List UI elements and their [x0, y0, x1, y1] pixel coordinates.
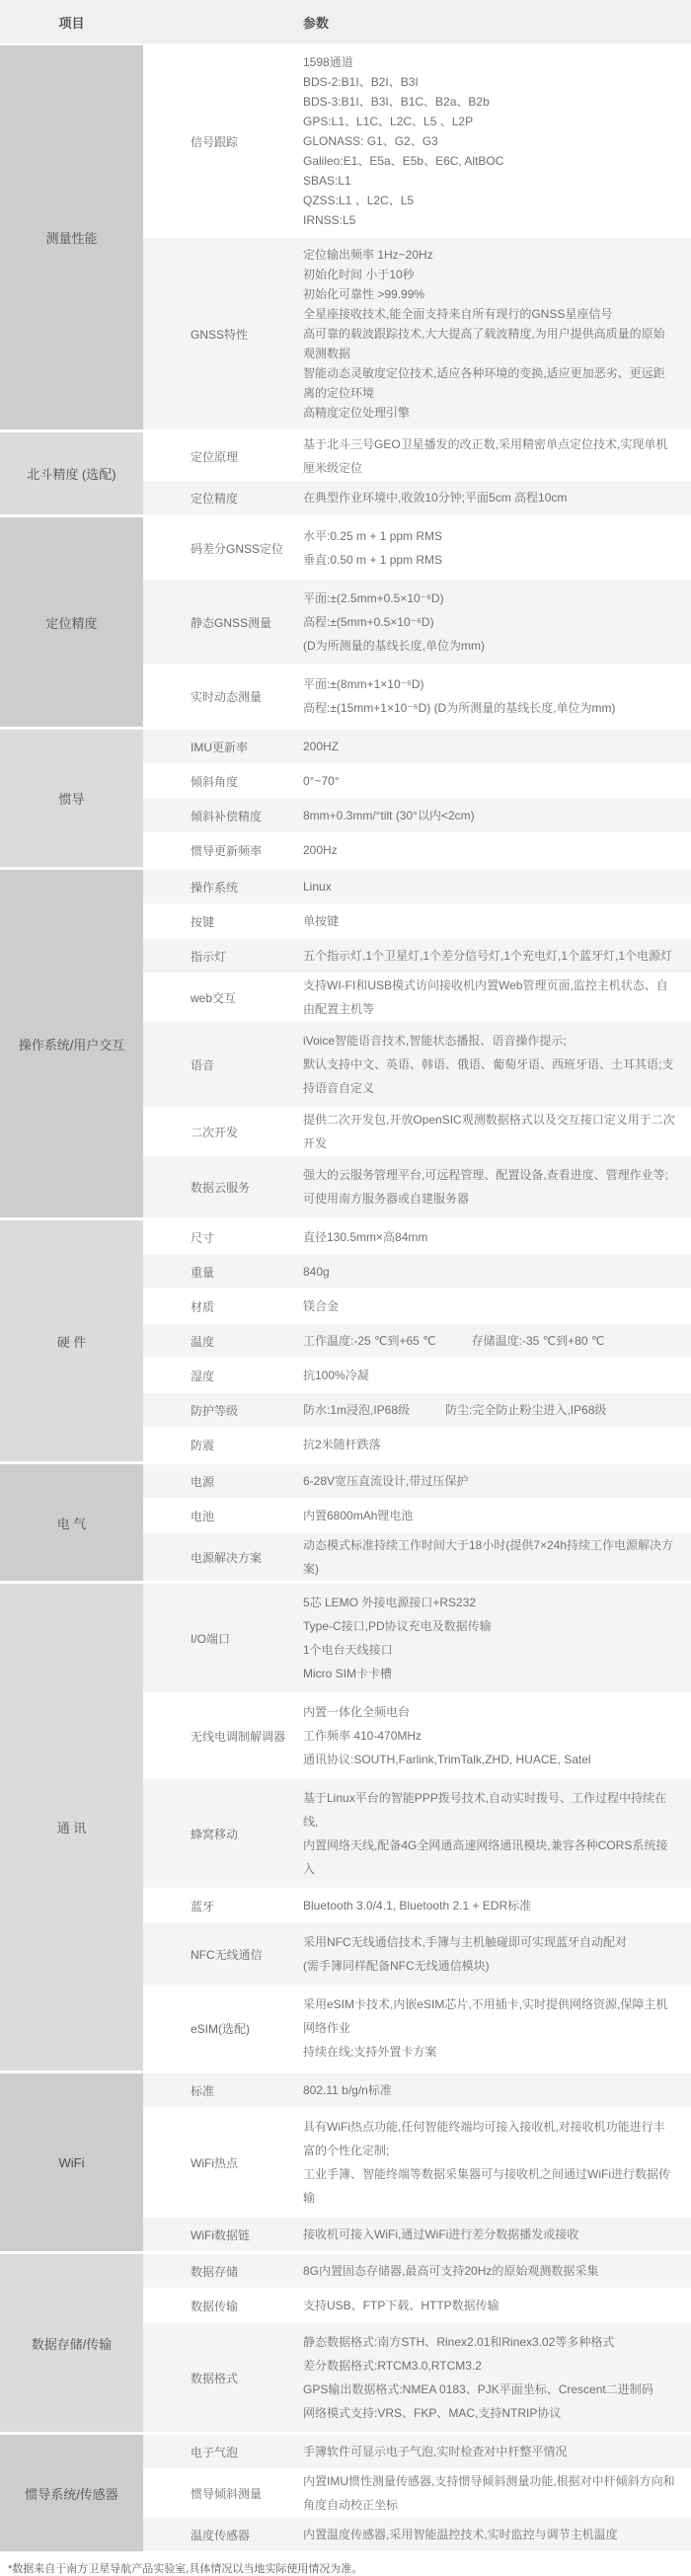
spec-label: 防护等级: [191, 1403, 239, 1418]
spec-value-line: 基于北斗三号GEO卫星播发的改正数,采用精密单点定位技术,实现单机厘米级定位: [303, 437, 668, 475]
spec-label: NFC无线通信: [191, 1947, 263, 1962]
spec-value-line: 动态模式标准持续工作时间大于18小时(提供7×24h持续工作电源解决方案): [303, 1538, 674, 1576]
category-cell: 硬 件: [0, 1220, 143, 1461]
table-row: [143, 1427, 691, 1461]
category-cell: 北斗精度 (选配): [0, 432, 143, 514]
spec-value-line: 高精度定位处理引擎: [303, 406, 411, 420]
table-row: [143, 1464, 691, 1498]
spec-value-line: 提供二次开发包,开放OpenSIC观测数据格式以及交互接口定义用于二次开发: [303, 1113, 675, 1150]
section-rows: [143, 1220, 691, 1461]
section-rows: [143, 2073, 691, 2251]
spec-value-line: 支持WI-FI和USB模式访问接收机内置Web管理页面,监控主机状态、自由配置主机等: [303, 978, 668, 1016]
spec-value: [303, 974, 691, 1021]
spec-value-line: Bluetooth 3.0/4.1, Bluetooth 2.1 + EDR标准: [303, 1899, 532, 1912]
spec-value-line: QZSS:L1 、L2C、L5: [303, 194, 415, 207]
spec-value-line: 5芯 LEMO 外接电源接口+RS232: [303, 1596, 477, 1609]
spec-value-line: GPS输出数据格式:NMEA 0183、PJK平面坐标、Crescent二进制码: [303, 2382, 653, 2396]
table-row: [143, 2435, 691, 2468]
spec-label: 湿度: [191, 1368, 215, 1383]
spec-value-line: (D为所测量的基线长度,单位为mm): [303, 639, 485, 653]
section: [0, 2251, 691, 2432]
spec-value-line: (需手簿同样配备NFC无线通信模块): [303, 1959, 490, 1973]
spec-value: [303, 875, 691, 898]
spec-value-line: 五个指示灯,1个卫星灯,1个差分信号灯,1个充电灯,1个蓝牙灯,1个电源灯: [303, 949, 673, 963]
spec-value-line: 在典型作业环境中,收敛10分钟;平面5cm 高程10cm: [303, 491, 568, 505]
spec-label: 定位原理: [191, 449, 239, 464]
table-row: [143, 517, 691, 579]
spec-value-line: 高程:±(5mm+0.5×10⁻⁶D): [303, 615, 434, 629]
table-row: [143, 1985, 691, 2070]
spec-value: [303, 1894, 691, 1917]
table-row: [143, 1288, 691, 1323]
spec-value: [303, 1779, 691, 1888]
spec-label: 尺寸: [191, 1230, 215, 1245]
table-row: [143, 664, 691, 727]
section-rows: [143, 432, 691, 514]
spec-value: [303, 1260, 691, 1284]
spec-label: 指示灯: [191, 949, 227, 964]
spec-value-line: 抗2米随杆跌落: [303, 1438, 381, 1451]
table-row: [143, 2254, 691, 2288]
spec-value-line: 基于Linux平台的智能PPP拨号技术,自动实时拨号、工作过程中持续在线,: [303, 1791, 667, 1829]
spec-value: [303, 1533, 691, 1581]
table-row: [143, 1498, 691, 1532]
spec-value: [303, 804, 691, 827]
spec-value-line: 强大的云服务管理平台,可远程管理、配置设备,查看进度、管理作业等;: [303, 1168, 669, 1182]
spec-value: [303, 486, 691, 509]
spec-value-line: 支持USB、FTP下载、HTTP数据传输: [303, 2299, 499, 2312]
spec-value: [303, 2108, 691, 2217]
spec-label: 温度传感器: [191, 2528, 251, 2542]
column-header-param: 参数: [303, 15, 330, 31]
spec-value: [303, 1108, 691, 1155]
spec-label: eSIM(选配): [191, 2021, 251, 2036]
section-rows: [143, 2435, 691, 2551]
spec-value-line: 工业手簿、智能终端等数据采集器可与接收机之间通过WiFi进行数据传输: [303, 2167, 670, 2205]
section: [0, 1461, 691, 1581]
spec-label: 数据云服务: [191, 1180, 251, 1195]
spec-value: [303, 1504, 691, 1527]
spec-value: [303, 1693, 691, 1778]
category-cell: 电 气: [0, 1464, 143, 1581]
spec-label: 按键: [191, 914, 215, 929]
table-row: [143, 2107, 691, 2217]
table-row: [143, 579, 691, 664]
table-row: [143, 2468, 691, 2517]
spec-value: [303, 2259, 691, 2283]
table-header-row: [0, 0, 691, 45]
spec-label: 防震: [191, 1438, 215, 1452]
spec-value: [303, 2440, 691, 2463]
spec-value-line: Micro SIM卡卡槽: [303, 1667, 393, 1680]
spec-label: 码差分GNSS定位: [191, 541, 284, 556]
table-row: [143, 1107, 691, 1155]
spec-value-line: 接收机可接入WiFi,通过WiFi进行差分数据播发或接收: [303, 2227, 579, 2241]
spec-value-line: 可使用南方服务器或自建服务器: [303, 1192, 470, 1206]
spec-label: 二次开发: [191, 1125, 239, 1139]
spec-label: 数据传输: [191, 2299, 239, 2313]
table-row: [143, 2073, 691, 2107]
table-row: [143, 2517, 691, 2551]
category-cell: 惯导系统/传感器: [0, 2435, 143, 2551]
spec-label: 实时动态测量: [191, 689, 263, 704]
table-row: [143, 1922, 691, 1985]
spec-value-line: 平面:±(2.5mm+0.5×10⁻⁶D): [303, 591, 444, 605]
spec-value: [303, 517, 691, 579]
section: [0, 1581, 691, 2070]
spec-value-line: 静态数据格式:南方STH、Rinex2.01和Rinex3.02等多种格式: [303, 2335, 615, 2349]
spec-label: 电子气泡: [191, 2445, 239, 2459]
spec-value-line: BDS-3:B1I、B3I、B1C、B2a、B2b: [303, 95, 490, 109]
spec-label: 惯导倾斜测量: [191, 2486, 263, 2501]
spec-value: [303, 909, 691, 933]
table-row: [143, 2217, 691, 2251]
spec-value-line: 200Hz: [303, 843, 338, 857]
table-row: [143, 903, 691, 938]
spec-label: 蜂窝移动: [191, 1827, 239, 1841]
spec-value-line: 200HZ: [303, 740, 340, 753]
spec-label: WiFi数据链: [191, 2227, 250, 2242]
table-row: [143, 973, 691, 1021]
spec-value-line: Galileo:E1、E5a、E5b、E6C, AltBOC: [303, 154, 504, 168]
spec-value-line: 通讯协议:SOUTH,Farlink,TrimTalk,ZHD, HUACE, Satel: [303, 1753, 591, 1766]
spec-label: I/O端口: [191, 1631, 231, 1646]
category-cell: 数据存储/传输: [0, 2254, 143, 2432]
spec-value-line: 840g: [303, 1265, 330, 1279]
section-rows: [143, 1464, 691, 1581]
spec-label: 惯导更新频率: [191, 843, 263, 858]
spec-value-line: 网络模式支持:VRS、FKP、MAC,支持NTRIP协议: [303, 2406, 562, 2420]
category-cell: 惯导: [0, 730, 143, 867]
spec-value-line: 镁合金: [303, 1299, 340, 1313]
spec-label: 数据存储: [191, 2264, 239, 2279]
spec-value: [303, 2294, 691, 2317]
spec-label: web交互: [191, 990, 237, 1005]
spec-value: [303, 1294, 691, 1318]
spec-value: [303, 2078, 691, 2102]
spec-value-line: 0°~70°: [303, 774, 340, 788]
spec-value: [303, 1398, 691, 1422]
spec-label: 倾斜补偿精度: [191, 809, 263, 823]
spec-value: [303, 45, 691, 237]
spec-value: [303, 2323, 691, 2432]
spec-value: [303, 1022, 691, 1107]
table-row: [143, 730, 691, 763]
spec-value-line: 智能动态灵敏度定位技术,适应各种环境的变换,适应更加恶劣、更远距离的定位环境: [303, 366, 665, 400]
table-row: [143, 870, 691, 903]
spec-value: [303, 1923, 691, 1985]
spec-value-line: 内置IMU惯性测量传感器,支持惯导倾斜测量功能,根据对中杆倾斜方向和角度自动校正坐标: [303, 2474, 675, 2512]
spec-label: 操作系统: [191, 880, 239, 895]
spec-value-line: 工作温度:-25 ℃到+65 ℃ 存储温度:-35 ℃到+80 ℃: [303, 1334, 605, 1348]
spec-label: IMU更新率: [191, 740, 248, 754]
spec-value-line: 内置一体化全频电台: [303, 1705, 411, 1719]
table-row: [143, 1692, 691, 1778]
category-cell: 测量性能: [0, 45, 143, 429]
spec-label: 倾斜角度: [191, 774, 239, 789]
spec-value-line: 手簿软件可显示电子气泡,实时检查对中杆整平情况: [303, 2445, 568, 2459]
spec-label: 语音: [191, 1057, 215, 1072]
spec-value-line: 水平:0.25 m + 1 ppm RMS: [303, 529, 443, 543]
spec-value: [303, 238, 691, 429]
spec-value-line: 垂直:0.50 m + 1 ppm RMS: [303, 553, 443, 567]
spec-value-line: 高程:±(15mm+1×10⁻⁶D) (D为所测量的基线长度,单位为mm): [303, 701, 616, 715]
section-rows: [143, 730, 691, 867]
spec-value: [303, 1329, 691, 1353]
table-row: [143, 432, 691, 480]
spec-value-line: 内置6800mAh锂电池: [303, 1509, 414, 1522]
spec-value-line: 8mm+0.3mm/°tilt (30°以内<2cm): [303, 809, 475, 822]
spec-label: 无线电调制解调器: [191, 1729, 286, 1744]
spec-value-line: 工作频率 410-470MHz: [303, 1729, 422, 1743]
section: [0, 727, 691, 867]
section: [0, 45, 691, 429]
table-row: [143, 1323, 691, 1358]
spec-value-line: 持续在线;支持外置卡方案: [303, 2045, 437, 2059]
section: [0, 1217, 691, 1461]
table-row: [143, 938, 691, 973]
category-cell: 操作系统/用户交互: [0, 870, 143, 1217]
spec-value-line: 1598通道: [303, 55, 353, 69]
spec-label: 电源解决方案: [191, 1550, 263, 1565]
section-rows: [143, 870, 691, 1217]
spec-value-line: GLONASS: G1、G2、G3: [303, 134, 438, 148]
spec-label: 定位精度: [191, 491, 239, 506]
spec-value-line: 抗100%冷凝: [303, 1368, 369, 1382]
spec-label: 材质: [191, 1299, 215, 1314]
spec-value-line: 全星座接收技术,能全面支持来自所有现行的GNSS星座信号: [303, 307, 613, 321]
table-row: [143, 1021, 691, 1107]
table-row: [143, 1358, 691, 1392]
section-rows: [143, 2254, 691, 2432]
spec-value-line: 内置温度传感器,采用智能温控技术,实时监控与调节主机温度: [303, 2528, 618, 2541]
spec-label: GNSS特性: [191, 327, 249, 342]
column-header-item: 项目: [58, 15, 85, 31]
spec-value-line: 平面:±(8mm+1×10⁻⁶D): [303, 677, 424, 691]
spec-value: [303, 944, 691, 968]
table-row: [143, 1888, 691, 1922]
spec-value-line: 6-28V宽压直流设计,带过压保护: [303, 1474, 469, 1488]
spec-value: [303, 1225, 691, 1249]
table-row: [143, 798, 691, 832]
spec-label: 静态GNSS测量: [191, 615, 272, 630]
section: [0, 429, 691, 514]
spec-label: 电源: [191, 1474, 215, 1489]
spec-value: [303, 2523, 691, 2546]
table-row: [143, 2322, 691, 2432]
spec-value: [303, 838, 691, 862]
spec-value: [303, 1584, 691, 1692]
spec-value-line: iVoice智能语音技术,智能状态播报、语音操作提示;: [303, 1034, 567, 1048]
spec-value-line: 采用NFC无线通信技术,手簿与主机触碰即可实现蓝牙自动配对: [303, 1935, 627, 1949]
spec-label: 数据格式: [191, 2371, 239, 2385]
category-cell: WiFi: [0, 2073, 143, 2251]
table-row: [143, 832, 691, 867]
spec-value: [303, 769, 691, 793]
section: [0, 514, 691, 727]
spec-value-line: 直径130.5mm×高84mm: [303, 1230, 428, 1244]
table-row: [143, 45, 691, 237]
spec-value-line: IRNSS:L5: [303, 213, 356, 227]
spec-value-line: GPS:L1、L1C、L2C、L5 、L2P: [303, 115, 474, 128]
table-row: [143, 480, 691, 514]
spec-value-line: 8G内置固态存储器,最高可支持20Hz的原始观测数据采集: [303, 2264, 599, 2278]
spec-label: 信号跟踪: [191, 134, 239, 149]
spec-value: [303, 735, 691, 758]
table-row: [143, 1155, 691, 1217]
spec-value-line: Linux: [303, 880, 332, 894]
spec-value-line: 定位输出频率 1Hz~20Hz: [303, 248, 433, 262]
spec-value-line: 默认支持中文、英语、韩语、俄语、葡萄牙语、西班牙语、土耳其语;支持语音自定义: [303, 1057, 674, 1095]
section: [0, 2432, 691, 2551]
spec-value: [303, 432, 691, 480]
spec-value: [303, 1433, 691, 1456]
spec-label: WiFi热点: [191, 2155, 238, 2170]
footnote: *数据来自于南方卫星导航产品实验室,具体情况以当地实际使用情况为准。: [8, 2563, 363, 2575]
spec-value: [303, 580, 691, 664]
spec-value-line: 初始化可靠性 >99.99%: [303, 287, 425, 301]
spec-value-line: 单按键: [303, 914, 340, 928]
section-rows: [143, 1584, 691, 2070]
section-rows: [143, 517, 691, 727]
spec-label: 重量: [191, 1265, 215, 1280]
spec-value: [303, 2469, 691, 2517]
section: [0, 867, 691, 1217]
spec-value: [303, 2223, 691, 2246]
spec-value-line: 具有WiFi热点功能,任何智能终端均可接入接收机,对接收机功能进行丰富的个性化定制;: [303, 2120, 665, 2157]
table-row: [143, 2288, 691, 2322]
spec-value: [303, 1364, 691, 1387]
spec-value-line: 防水:1m浸泡,IP68级 防尘:完全防止粉尘进入,IP68级: [303, 1403, 607, 1417]
spec-label: 电池: [191, 1509, 215, 1523]
spec-value: [303, 1469, 691, 1493]
spec-label: 标准: [191, 2083, 215, 2098]
section-rows: [143, 45, 691, 429]
spec-value-line: 高可靠的载波跟踪技术,大大提高了载波精度,为用户提供高质量的原始观测数据: [303, 327, 665, 360]
table-row: [143, 1392, 691, 1427]
table-row: [143, 1584, 691, 1692]
spec-value-line: SBAS:L1: [303, 174, 351, 188]
spec-label: 温度: [191, 1334, 215, 1349]
spec-value-line: 初始化时间 小于10秒: [303, 268, 415, 281]
table-row: [143, 237, 691, 429]
table-row: [143, 1532, 691, 1581]
category-cell: 定位精度: [0, 517, 143, 727]
spec-value: [303, 1156, 691, 1217]
spec-value-line: 差分数据格式:RTCM3.0,RTCM3.2: [303, 2359, 482, 2373]
spec-value-line: Type-C接口,PD协议充电及数据传输: [303, 1619, 492, 1633]
table-row: [143, 1220, 691, 1254]
spec-value-line: 内置网络天线,配备4G全网通高速网络通讯模块,兼容各种CORS系统接入: [303, 1838, 668, 1876]
spec-value: [303, 1986, 691, 2070]
spec-value-line: 1个电台天线接口: [303, 1643, 393, 1657]
spec-value-line: BDS-2:B1I、B2I、B3I: [303, 75, 419, 89]
spec-label: 蓝牙: [191, 1899, 215, 1913]
category-cell: 通 讯: [0, 1584, 143, 2070]
table-row: [143, 1778, 691, 1888]
table-body: [0, 45, 691, 2551]
table-row: [143, 1254, 691, 1288]
spec-value-line: 采用eSIM卡技术,内嵌eSIM芯片,不用插卡,实时提供网络资源,保障主机网络作业: [303, 1997, 668, 2035]
spec-value-line: 802.11 b/g/n标准: [303, 2083, 392, 2097]
table-row: [143, 763, 691, 798]
spec-value: [303, 665, 691, 727]
section: [0, 2070, 691, 2251]
